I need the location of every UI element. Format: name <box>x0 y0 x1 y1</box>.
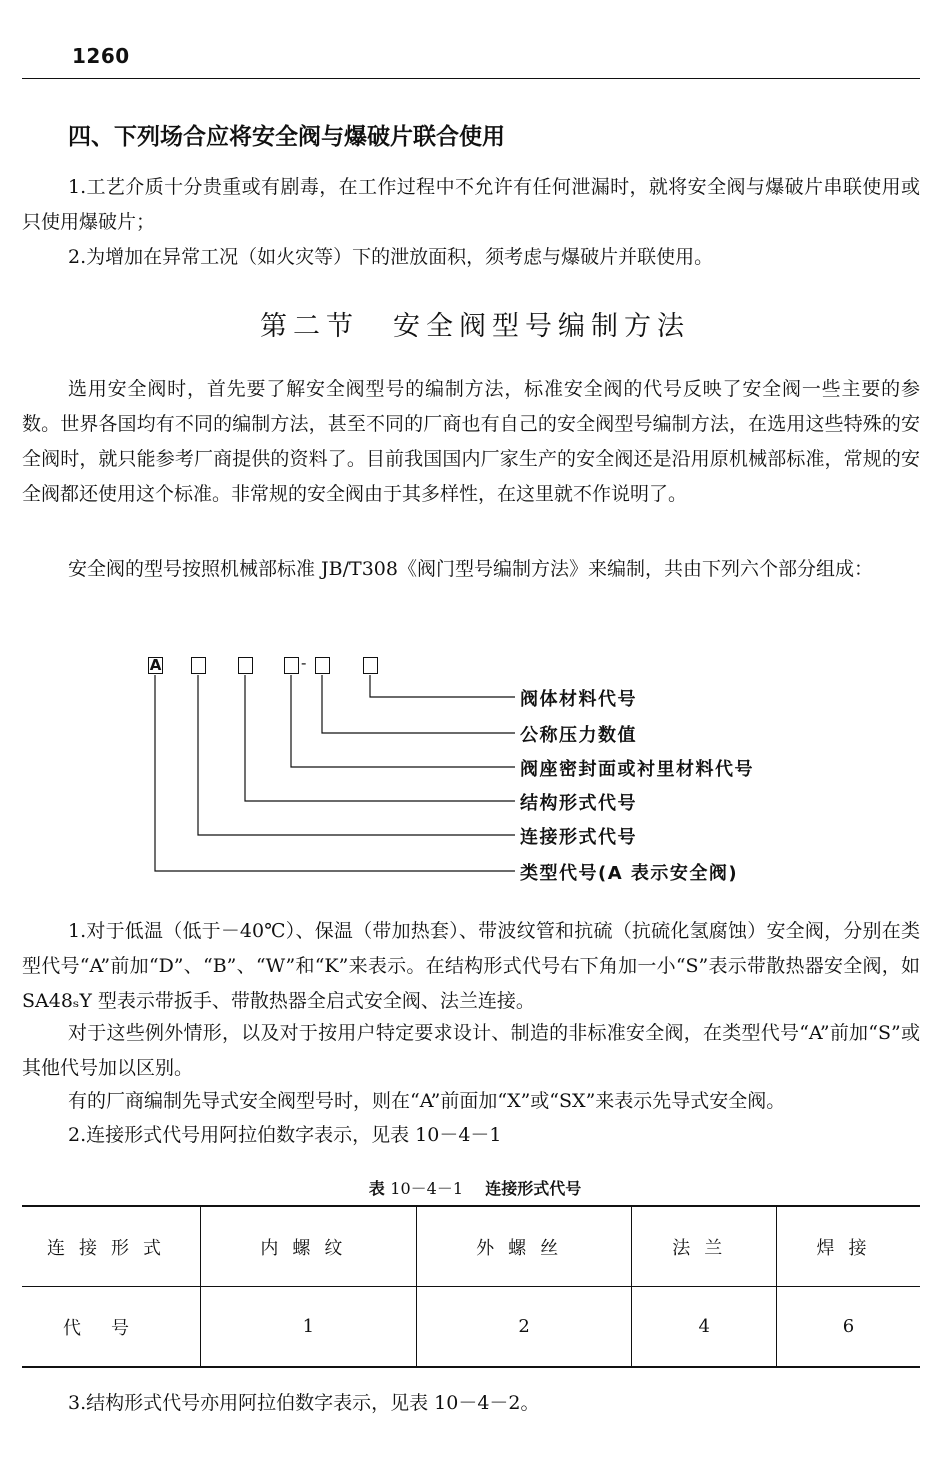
table-cell: 1 <box>201 1287 417 1368</box>
table-caption-title: 连接形式代号 <box>485 1179 582 1198</box>
note-paragraph-4: 2.连接形式代号用阿拉伯数字表示，见表 10－4－1 <box>68 1124 502 1146</box>
note-paragraph-3: 有的厂商编制先导式安全阀型号时，则在“A”前面加“X”或“SX”来表示先导式安全阀。 <box>68 1090 786 1112</box>
structure-code-box <box>238 657 253 674</box>
section-name: 安全阀型号编制方法 <box>393 311 690 342</box>
intro-paragraph: 选用安全阀时，首先要了解安全阀型号的编制方法，标准安全阀的代号反映了安全阀一些主要的参数。世界各国均有不同的编制方法，甚至不同的厂商也有自己的安全阀型号编制方法，在选用这些特殊的安全阀时，就只能参考厂商提供的资料了。目前我国国内厂家生产的安全阀还是沿用原机械部标准，常规的安全阀都还使用这个标准。非常规的安全阀由于其多样性，在这里就不作说明了。 <box>22 378 920 505</box>
table-caption-prefix: 表 <box>368 1179 385 1198</box>
section-heading: 四、下列场合应将安全阀与爆破片联合使用 <box>68 124 505 150</box>
composition-paragraph: 安全阀的型号按照机械部标准 JB/T308《阀门型号编制方法》来编制，共由下列六个部分组成： <box>68 558 873 580</box>
page-number: 1260 <box>72 44 130 68</box>
label-seat-material: 阀座密封面或衬里材料代号 <box>520 759 754 780</box>
connection-code-table <box>22 1205 920 1368</box>
table-header-cell: 连接形式 <box>22 1206 201 1287</box>
label-nominal-pressure: 公称压力数值 <box>520 725 637 746</box>
table-cell: 4 <box>632 1287 777 1368</box>
model-code-diagram <box>140 645 840 895</box>
table-header-row <box>22 1206 920 1287</box>
header-rule <box>22 78 920 79</box>
connection-code-box <box>191 657 206 674</box>
closing-paragraph: 3.结构形式代号亦用阿拉伯数字表示，见表 10－4－2。 <box>68 1392 540 1414</box>
code-separator: - <box>301 653 307 672</box>
note-paragraph-1: 1.对于低温（低于－40℃）、保温（带加热套）、带波纹管和抗硫（抗硫化氢腐蚀）安全阀，分别在类型代号“A”前加“D”、“B”、“W”和“K”来表示。在结构形式代号右下角加一小“S”表示带散热器安全阀，如 SA48ₛY 型表示带扳手、带散热器全启式安全阀、法兰连接。 <box>22 920 920 1012</box>
section-number: 第二节 <box>260 311 359 342</box>
paragraph-item-2: 2.为增加在异常工况（如火灾等）下的泄放面积，须考虑与爆破片并联使用。 <box>68 246 714 268</box>
label-structure: 结构形式代号 <box>520 793 637 814</box>
label-body-material: 阀体材料代号 <box>520 689 637 710</box>
table-header-cell: 内螺纹 <box>201 1206 417 1287</box>
section-title <box>0 304 950 343</box>
paragraph-item-1: 1.工艺介质十分贵重或有剧毒，在工作过程中不允许有任何泄漏时，就将安全阀与爆破片串联使用或只使用爆破片； <box>22 176 920 233</box>
body-material-code-box <box>363 657 378 674</box>
type-code-letter: A <box>149 656 162 674</box>
table-row <box>22 1287 920 1368</box>
label-connection: 连接形式代号 <box>520 827 637 848</box>
table-cell: 代号 <box>22 1287 201 1368</box>
table-caption-number: 10－4－1 <box>390 1179 464 1198</box>
table-caption <box>0 1176 950 1199</box>
table-cell: 6 <box>777 1287 920 1368</box>
table-header-cell: 外螺丝 <box>416 1206 632 1287</box>
note-paragraph-2: 对于这些例外情形，以及对于按用户特定要求设计、制造的非标准安全阀，在类型代号“A”前加“S”或其他代号加以区别。 <box>22 1022 920 1079</box>
seat-material-code-box <box>284 657 299 674</box>
table-header-cell: 焊接 <box>777 1206 920 1287</box>
label-type: 类型代号(A 表示安全阀) <box>520 863 739 884</box>
pressure-code-box <box>315 657 330 674</box>
table-cell: 2 <box>416 1287 632 1368</box>
table-header-cell: 法兰 <box>632 1206 777 1287</box>
